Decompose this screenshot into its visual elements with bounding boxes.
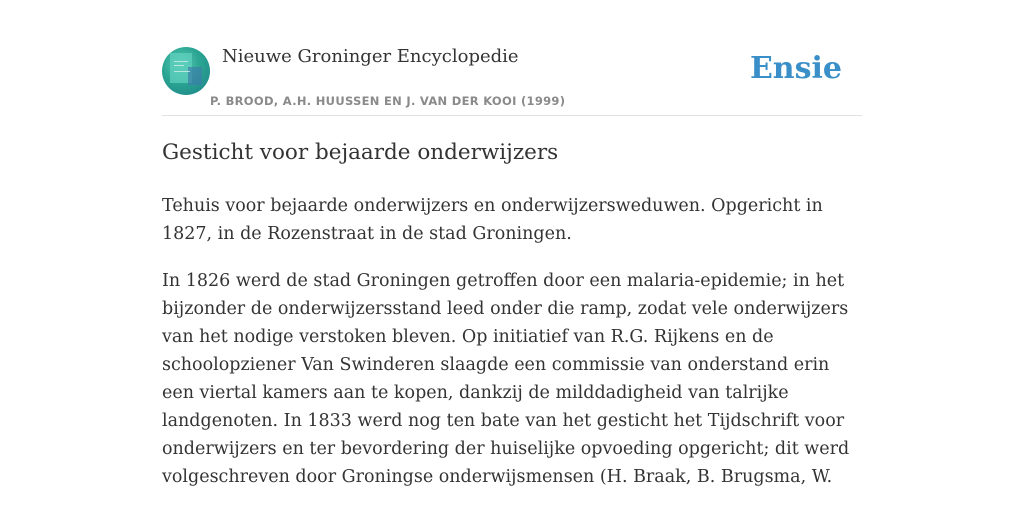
book-cover-image[interactable] [162,47,210,95]
entry-title: Gesticht voor bejaarde onderwijzers [162,140,559,165]
cover-line [174,61,188,62]
source-header [162,0,862,116]
entry-body [162,192,862,510]
entry-paragraph: Tehuis voor bejaarde onderwijzers en onderwijzersweduwen. Opgericht in 1827, in de Rozenstraat in de stad Groningen. [162,196,823,244]
ensie-logo[interactable]: Ensie [749,51,842,86]
entry-card [162,0,862,487]
entry-paragraph: In 1826 werd de stad Groningen getroffen door een malaria-epidemie; in het bijzonder de onderwijzersstand leed onder die ramp, zodat vele onderwijzers van het nodige verstoken bleven. Op initiatief van R.G. Rijkens en de schoolopziener Van Swinderen slaagde een commissie van onderstand erin een viertal kamers aan te kopen, dankzij de milddadigheid van talrijke landgenoten. In 1833 werd nog ten bate van het gesticht het Tijdschrift voor onderwijzers en ter bevordering der huiselijke opvoeding opgericht; dit werd volgeschreven door Groningse onderwijsmensen (H. Braak, B. Brugsma, W. [162,271,850,487]
cover-panel [188,67,202,85]
source-book-title[interactable]: Nieuwe Groninger Encyclopedie [222,46,519,67]
source-authors: P. BROOD, A.H. HUUSSEN EN J. VAN DER KOOI (1999) [210,94,566,108]
cover-line [174,71,190,72]
cover-line [174,65,184,66]
